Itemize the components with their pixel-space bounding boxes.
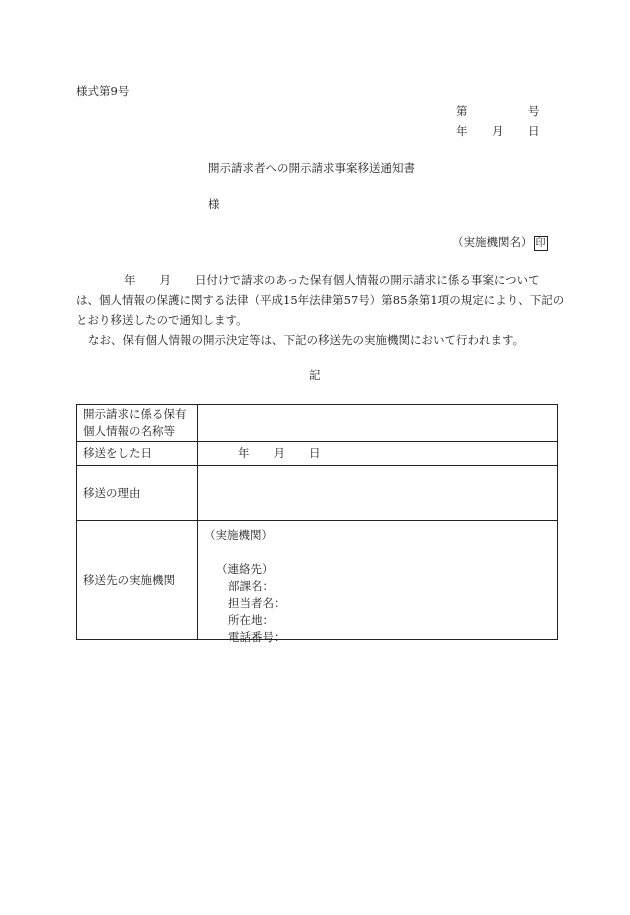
body-line-2: は、個人情報の保護に関する法律（平成15年法律第57号）第85条第1項の規定により、下記の [76,293,565,307]
name-label-line-1: 開示請求に係る保有 [83,407,187,421]
date-label-cell: 移送をした日 [77,442,198,466]
destination-department: 部課名： [228,579,274,593]
date-month: 月 [273,446,285,460]
document-title: 開示請求者への開示請求事案移送通知書 [208,161,415,175]
table-row [77,405,558,442]
header-date-year: 年 [456,124,468,138]
date-year: 年 [238,446,250,460]
recipient-suffix: 様 [208,197,220,211]
table-row [77,466,558,521]
seal-mark: 印 [535,237,546,249]
destination-phone: 電話番号： [228,630,286,644]
date-value-cell [198,442,558,466]
sender-label: （実施機関名） [452,235,533,249]
sender-block [452,235,548,251]
name-value-cell [198,405,558,442]
reason-label-cell: 移送の理由 [77,466,198,521]
destination-agency: （実施機関） [204,528,273,542]
destination-contact: （連絡先） [216,562,274,576]
destination-value-cell [198,521,558,644]
destination-label-cell: 移送先の実施機関 [77,521,198,640]
reason-value-cell [198,466,558,521]
document-number-suffix: 号 [528,104,540,118]
table-row [77,521,558,640]
table-row [77,442,558,466]
date-day: 日 [309,446,321,460]
form-number: 様式第9号 [76,84,130,98]
body-line-1: 年 月 日付けで請求のあった保有個人情報の開示請求に係る事案について [124,273,540,287]
document-number-prefix: 第 [456,104,468,118]
destination-person: 担当者名： [228,596,286,610]
header-date-day: 日 [528,124,540,138]
name-label-cell [77,405,198,442]
header-date-month: 月 [492,124,504,138]
body-line-3: とおり移送したので通知します。 [76,313,248,327]
body-line-4: なお、保有個人情報の開示決定等は、下記の移送先の実施機関において行われます。 [88,333,525,347]
transfer-details-table [76,404,558,644]
ki-heading: 記 [309,368,321,382]
destination-address: 所在地： [228,613,274,627]
name-label-line-2: 個人情報の名称等 [83,424,175,438]
body-text [76,270,565,350]
